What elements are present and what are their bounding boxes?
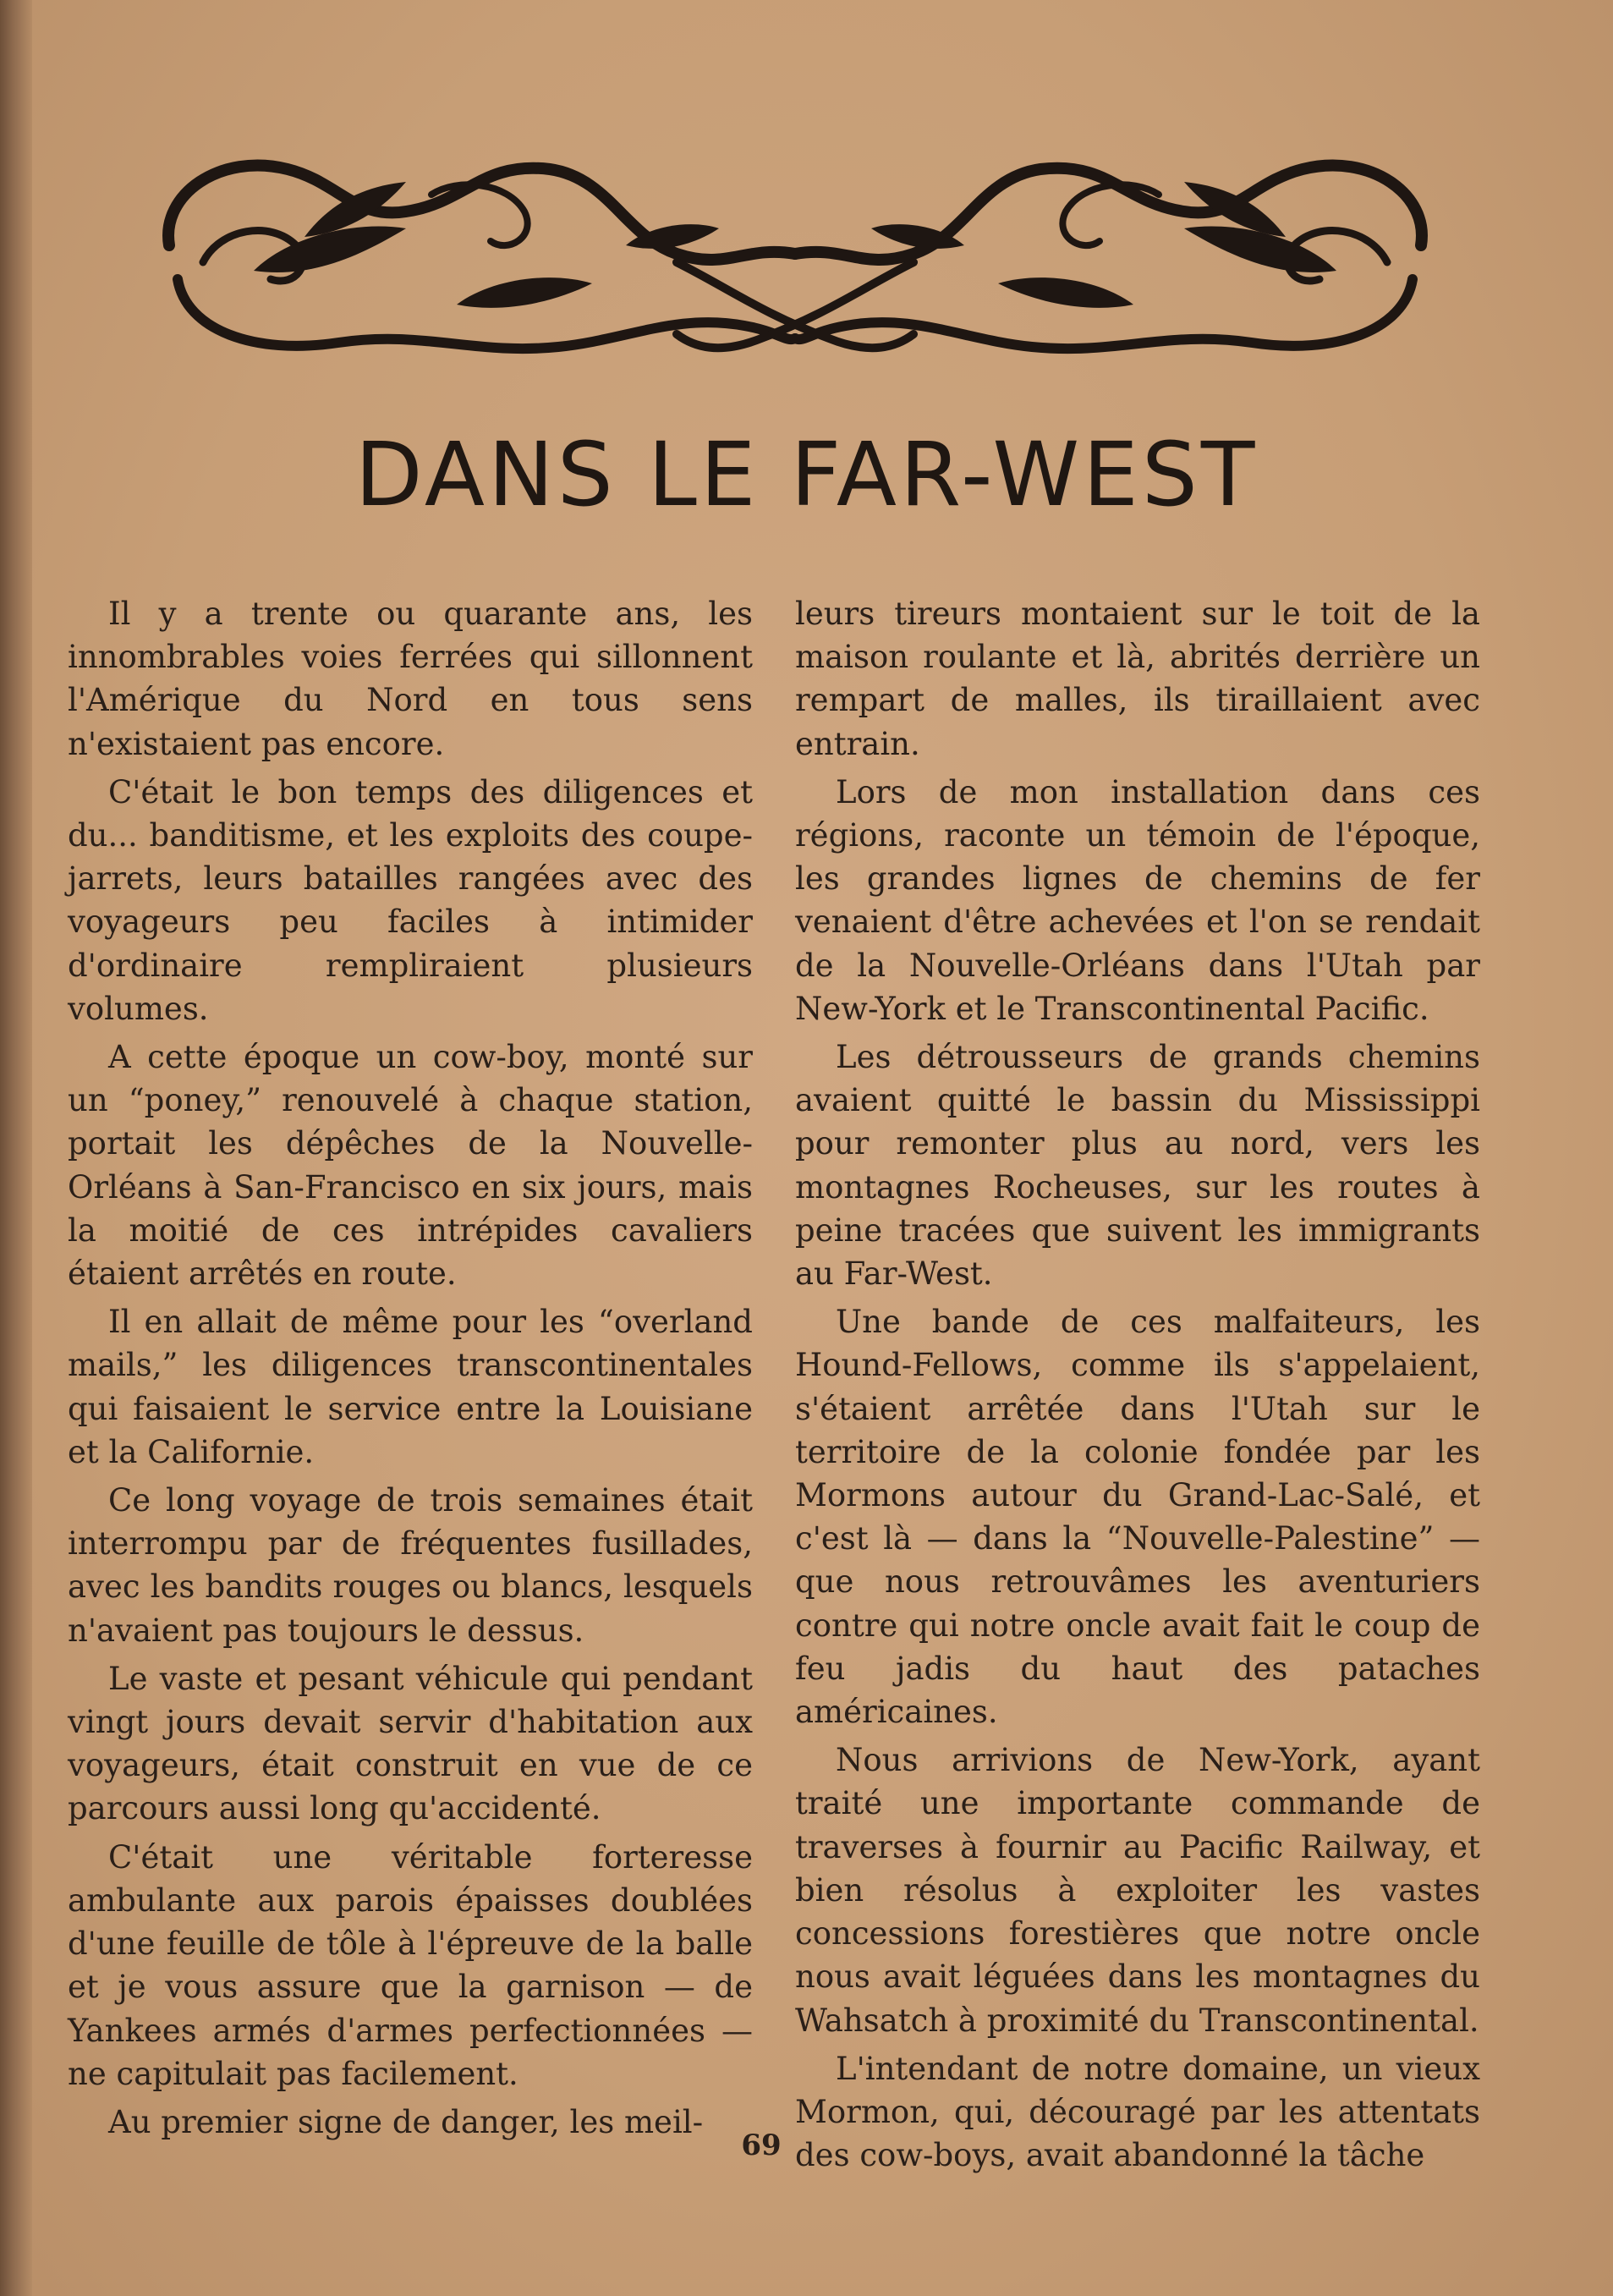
paragraph: Nous arrivions de New-York, ayant traité une importante commande de traverses à fournir au Pacific Railway, et bien résolus à exploiter les vastes concessions forestières que notre oncle nous avait léguées dans les montagnes du Wahsatch à proximité du Transcontinental. — [795, 1742, 1480, 2039]
paragraph: Les détrousseurs de grands chemins avaient quitté le bassin du Mississippi pour remonter plus au nord, vers les montagnes Rocheuses, sur les routes à peine tracées que suivent les immigrants au Far-West. — [795, 1039, 1480, 1293]
paragraph: L'intendant de notre domaine, un vieux Mormon, qui, découragé par les attentats des cow-boys, avait abandonné la tâche — [795, 2050, 1480, 2174]
page-number: 69 — [741, 2128, 782, 2162]
floral-ornament-header — [152, 144, 1438, 372]
paragraph: C'était une véritable forteresse ambulante aux parois épaisses doublées d'une feuille de tôle à l'épreuve de la balle et je vous assure que la garnison — de Yankees armés d'armes perfectionnées — ne capitulait pas facilement. — [68, 1838, 753, 2092]
paragraph: Le vaste et pesant véhicule qui pendant vingt jours devait servir d'habitation aux voyageurs, était construit en vue de ce parcours aussi long qu'accidenté. — [68, 1660, 753, 1827]
paragraph: Ce long voyage de trois semaines était interrompu par de fréquentes fusillades, avec les bandits rouges ou blancs, lesquels n'avaient pas toujours le dessus. — [68, 1482, 753, 1649]
paragraph: A cette époque un cow-boy, monté sur un “poney,” renouvelé à chaque station, portait les dépêches de la Nouvelle-Orléans à San-Francisco en six jours, mais la moitié de ces intrépides cavaliers étaient arrêtés en route. — [68, 1039, 753, 1293]
paragraph: Une bande de ces malfaiteurs, les Hound-Fellows, comme ils s'appelaient, s'étaient arrêtée dans l'Utah sur le territoire de la colonie fondée par les Mormons autour du Grand-Lac-Salé, et c'est là — dans la “Nouvelle-Palestine” — que nous retrouvâmes les aventuriers contre qui notre oncle avait fait le coup de feu jadis du haut des pataches américaines. — [795, 1304, 1480, 1731]
paragraph: Il y a trente ou quarante ans, les innombrables voies ferrées qui sillonnent l'Amérique du Nord en tous sens n'existaient pas encore. — [68, 596, 753, 762]
paragraph-continuation: leurs tireurs montaient sur le toit de la maison roulante et là, abrités derrière un rempart de malles, ils tiraillaient avec entrain. — [795, 596, 1480, 762]
article-title: DANS LE FAR-WEST — [354, 423, 1259, 526]
page-binding-edge — [0, 0, 32, 2296]
paragraph: Lors de mon installation dans ces régions, raconte un témoin de l'époque, les grandes lignes de chemins de fer venaient d'être achevées et l'on se rendait de la Nouvelle-Orléans dans l'Utah par New-York et le Transcontinental Pacific. — [795, 773, 1480, 1027]
left-text-column — [68, 592, 753, 2149]
paragraph: Au premier signe de danger, les meil- — [108, 2103, 704, 2140]
right-text-column — [795, 592, 1480, 2182]
paragraph: C'était le bon temps des diligences et du... banditisme, et les exploits des coupe-jarrets, leurs batailles rangées avec des voyageurs peu faciles à intimider d'ordinaire rempliraient plusieurs volumes. — [68, 773, 753, 1027]
paragraph: Il en allait de même pour les “overland mails,” les diligences transcontinentales qui faisaient le service entre la Louisiane et la Californie. — [68, 1304, 753, 1470]
